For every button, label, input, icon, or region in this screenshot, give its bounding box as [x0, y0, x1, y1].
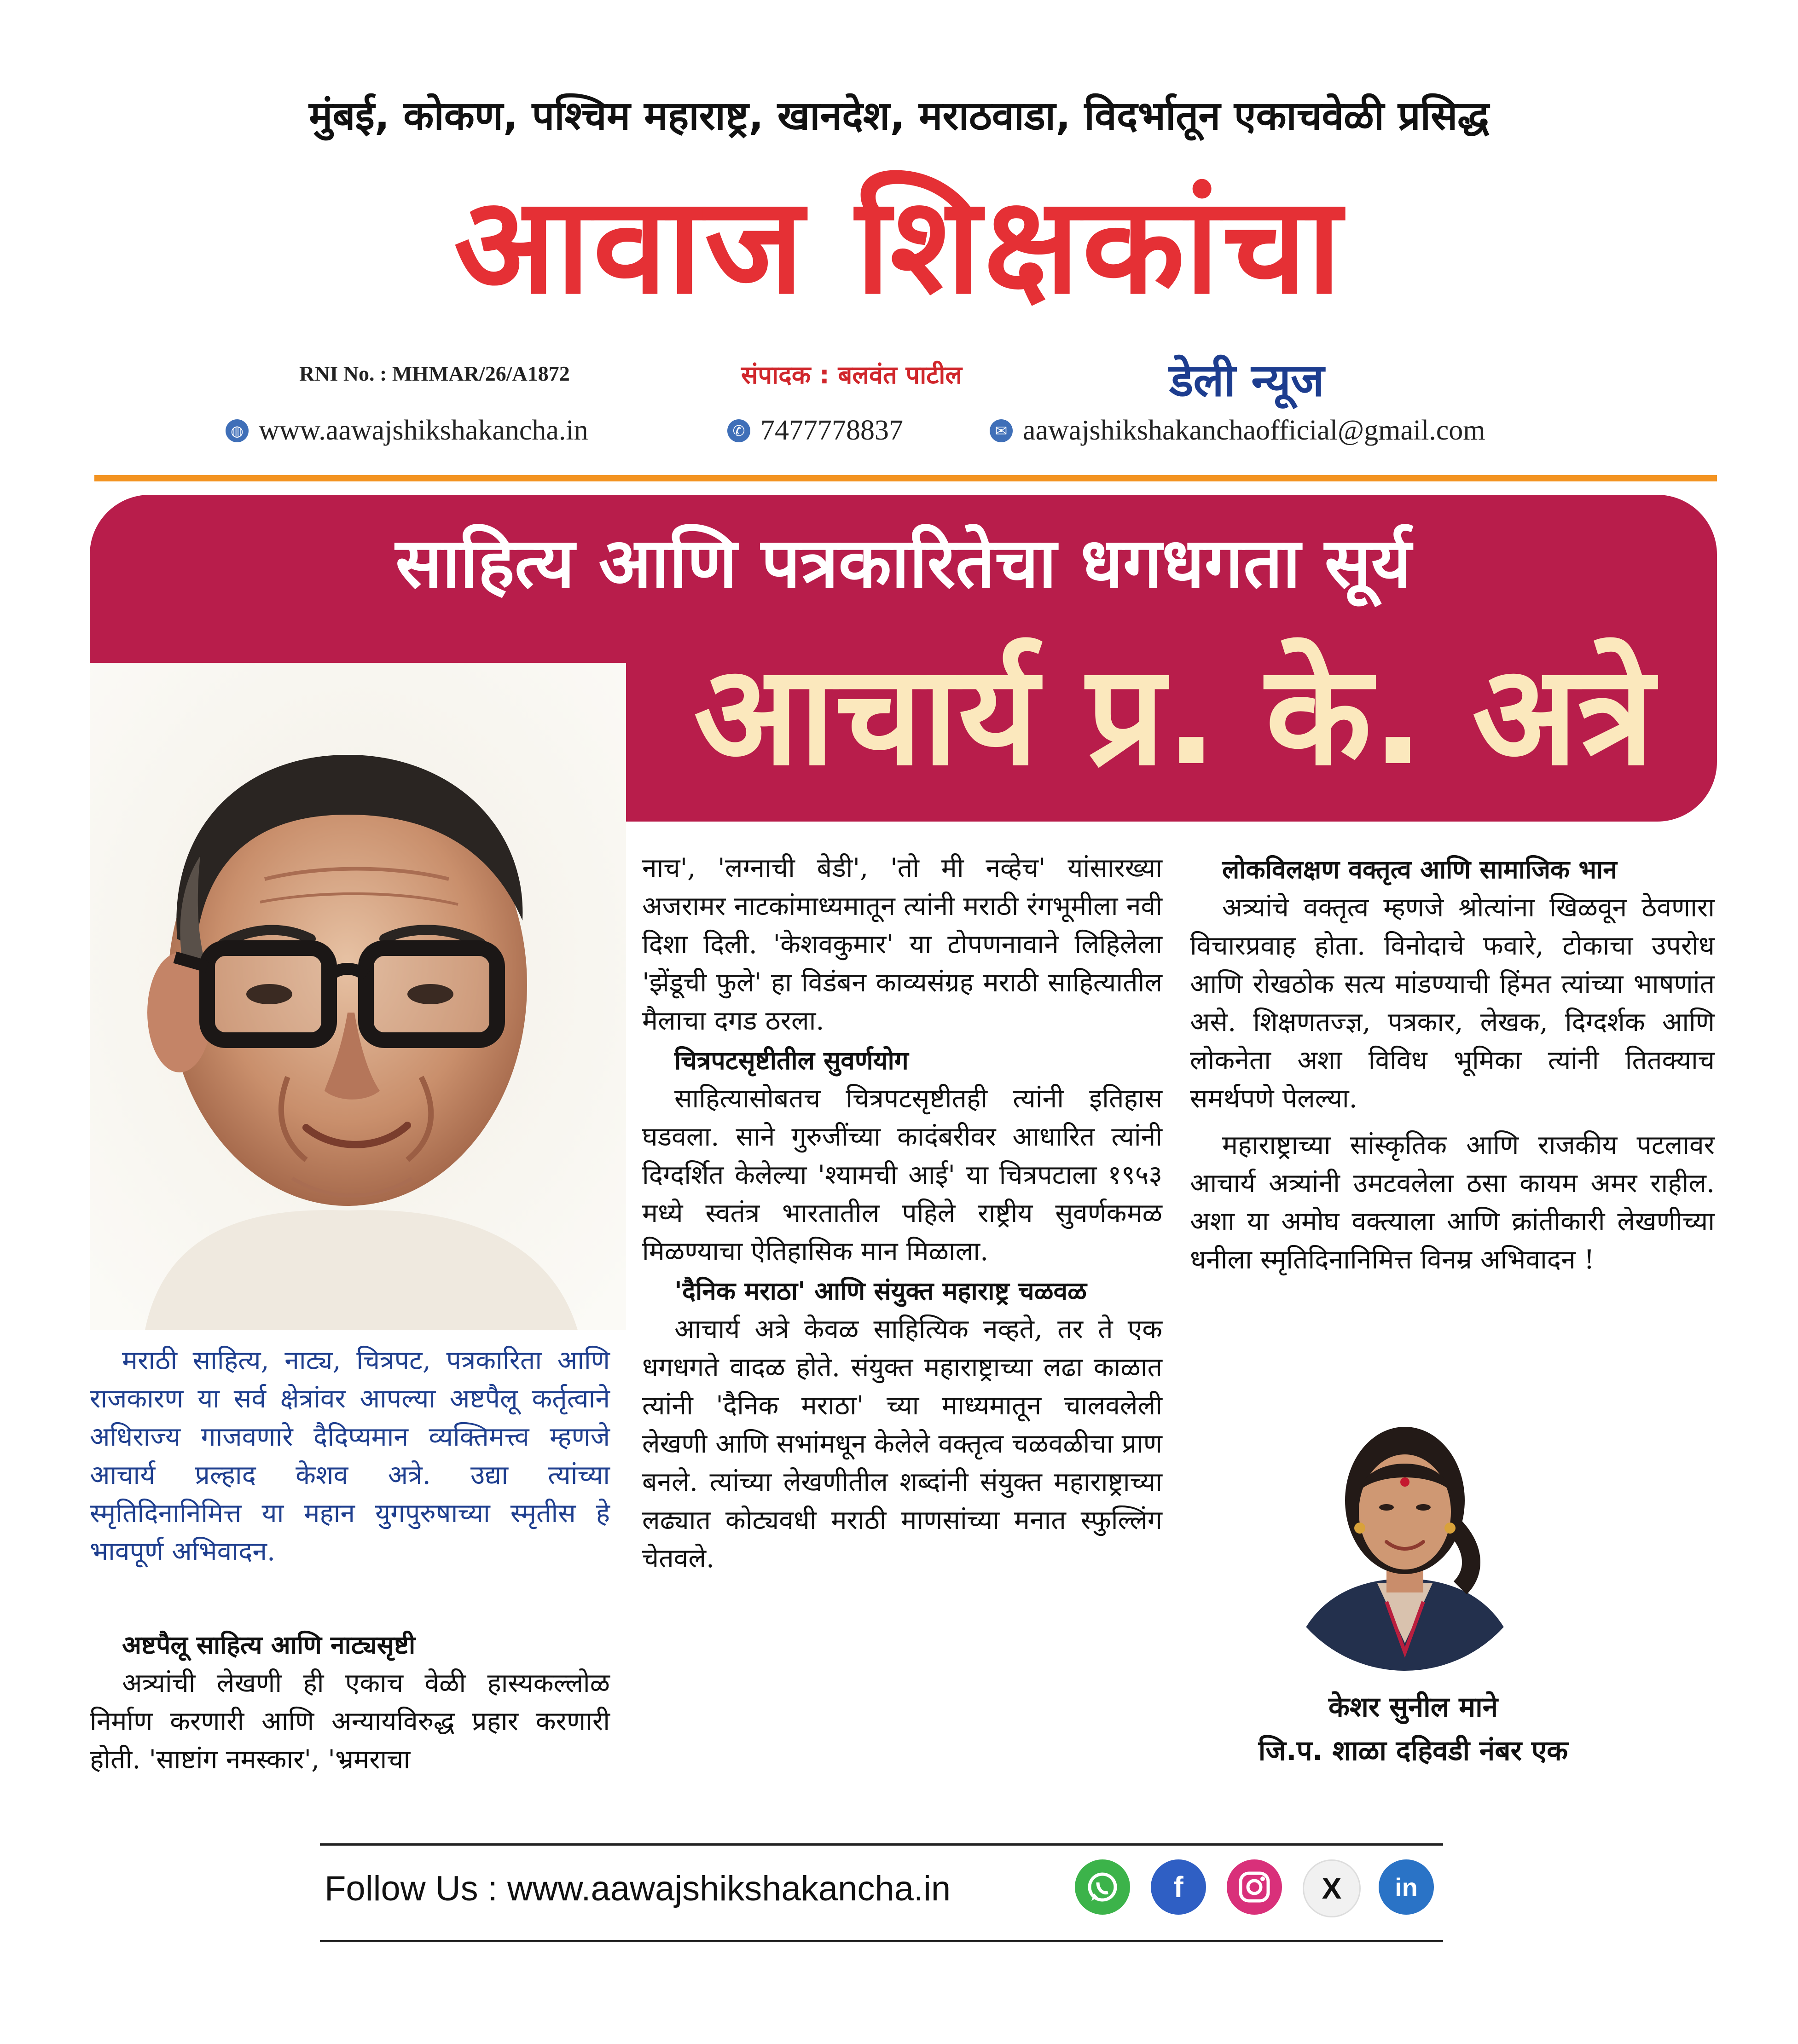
daily-news-label: डेली न्यूज: [1169, 354, 1324, 407]
email-icon: ✉: [990, 419, 1013, 442]
column-1: [90, 1625, 610, 1779]
facebook-icon[interactable]: f: [1151, 1859, 1206, 1915]
website-contact[interactable]: [226, 414, 588, 447]
paragraph: अत्र्यांचे वक्तृत्व म्हणजे श्रोत्यांना खिळवून ठेवणारा विचारप्रवाह होता. विनोदाचे फवारे, टोकाचा उपरोध आणि रोखठोक सत्य मांडण्याची हिंमत त्यांच्या भाषणांत असे. शिक्षणतज्ज्ञ, पत्रकार, लेखक, दिग्दर्शक आणि लोकनेता अशा विविध भूमिका त्यांनी तितक्याच समर्थपणे पेलल्या.: [1190, 892, 1715, 1114]
x-icon[interactable]: X: [1303, 1859, 1361, 1917]
section-heading: अष्टपैलू साहित्य आणि नाट्यसृष्टी: [122, 1630, 416, 1660]
newspaper-logo: आवाज शिक्षकांचा: [453, 168, 1345, 324]
author-name: केशर सुनील माने: [1328, 1691, 1498, 1723]
linkedin-icon[interactable]: in: [1379, 1859, 1434, 1915]
divider-rule: [94, 475, 1717, 481]
intro-paragraph: [90, 1342, 610, 1571]
editor-credit: संपादक : बलवंत पाटील: [741, 360, 963, 389]
paragraph: महाराष्ट्राच्या सांस्कृतिक आणि राजकीय पटलावर आचार्य अत्र्यांनी उमटवलेला ठसा कायम अमर राहील. अशा या अमोघ वक्त्याला आणि क्रांतीकारी लेखणीच्या धनीला स्मृतिदिनानिमित्त विनम्र अभिवादन !: [1190, 1130, 1715, 1275]
column-2: [642, 849, 1162, 1578]
rni-number: RNI No. : MHMAR/26/A1872: [299, 362, 570, 385]
website-link[interactable]: www.aawajshikshakancha.in: [259, 415, 588, 446]
email-address[interactable]: aawajshikshakanchaofficial@gmail.com: [1023, 415, 1485, 446]
phone-contact[interactable]: [727, 414, 903, 447]
column-3: [1190, 849, 1715, 1279]
section-heading: चित्रपटसृष्टीतील सुवर्णयोग: [674, 1046, 909, 1075]
author-school: जि.प. शाळा दहिवडी नंबर एक: [1258, 1735, 1568, 1767]
headline-kicker: साहित्य आणि पत्रकारितेचा धगधगता सूर्य: [395, 523, 1411, 603]
paragraph: आचार्य अत्रे केवळ साहित्यिक नव्हते, तर ते एक धगधगते वादळ होते. संयुक्त महाराष्ट्राच्या लढा काळात त्यांनी 'दैनिक मराठा' च्या माध्यमातून चालवलेली लेखणी आणि सभांमधून केलेले वक्तृत्व चळवळीचा प्राण बनले. त्यांच्या लेखणीतील शब्दांनी संयुक्त महाराष्ट्राच्या लढ्यात कोट्यवधी मराठी माणसांच्या मनात स्फुल्लिंग चेतवले.: [642, 1314, 1162, 1574]
paragraph: साहित्यासोबतच चित्रपटसृष्टीतही त्यांनी इतिहास घडवला. साने गुरुजींच्या कादंबरीवर आधारित त्यांनी दिग्दर्शित केलेल्या 'श्यामची आई' या चित्रपटाला १९५३ मध्ये स्वतंत्र भारतातील पहिले राष्ट्रीय सुवर्णकमळ मिळण्याचा ऐतिहासिक मान मिळाला.: [642, 1083, 1162, 1267]
section-heading: 'दैनिक मराठा' आणि संयुक्त महाराष्ट्र चळवळ: [674, 1276, 1087, 1306]
headline-name: आचार्य प्र. के. अत्रे: [694, 635, 1654, 796]
intro-text: मराठी साहित्य, नाट्य, चित्रपट, पत्रकारिता आणि राजकारण या सर्व क्षेत्रांवर आपल्या अष्टपैलू कर्तृत्वाने अधिराज्य गाजवणारे दैदिप्यमान व्यक्तिमत्त्व म्हणजे आचार्य प्रल्हाद केशव अत्रे. उद्या त्यांच्या स्मृतिदिनानिमित्त या महान युगपुरुषाच्या स्मृतीस हे भावपूर्ण अभिवादन.: [90, 1345, 610, 1567]
paragraph: नाच', 'लग्नाची बेडी', 'तो मी नव्हेच' यांसारख्या अजरामर नाटकांमाध्यमातून त्यांनी मराठी रंगभूमीला नवी दिशा दिली. 'केशवकुमार' या टोपणनावाने लिहिलेला 'झेंडूची फुले' हा विडंबन काव्यसंग्रह मराठी साहित्यातील मैलाचा दगड ठरला.: [642, 853, 1162, 1036]
section-heading: लोकविलक्षण वक्तृत्व आणि सामाजिक भान: [1222, 855, 1617, 884]
portrait-image: [90, 663, 626, 1330]
edition-tagline: मुंबई, कोकण, पश्चिम महाराष्ट्र, खानदेश, मराठवाडा, विदर्भातून एकाचवेळी प्रसिद्ध: [309, 93, 1489, 139]
email-contact[interactable]: [990, 414, 1485, 447]
whatsapp-icon[interactable]: [1075, 1859, 1130, 1915]
instagram-icon[interactable]: [1227, 1859, 1282, 1915]
footer-rule-top: [320, 1843, 1443, 1846]
follow-us-text[interactable]: Follow Us : www.aawajshikshakancha.in: [325, 1869, 951, 1908]
author-photo: [1271, 1404, 1538, 1671]
globe-icon: ◍: [226, 419, 249, 442]
footer-rule-bottom: [320, 1940, 1443, 1942]
paragraph: अत्र्यांची लेखणी ही एकाच वेळी हास्यकल्लोळ निर्माण करणारी आणि अन्यायविरुद्ध प्रहार करणारी होती. 'साष्टांग नमस्कार', 'भ्रमराचा: [90, 1668, 610, 1775]
phone-number[interactable]: 7477778837: [760, 415, 903, 446]
phone-icon: ✆: [727, 419, 750, 442]
